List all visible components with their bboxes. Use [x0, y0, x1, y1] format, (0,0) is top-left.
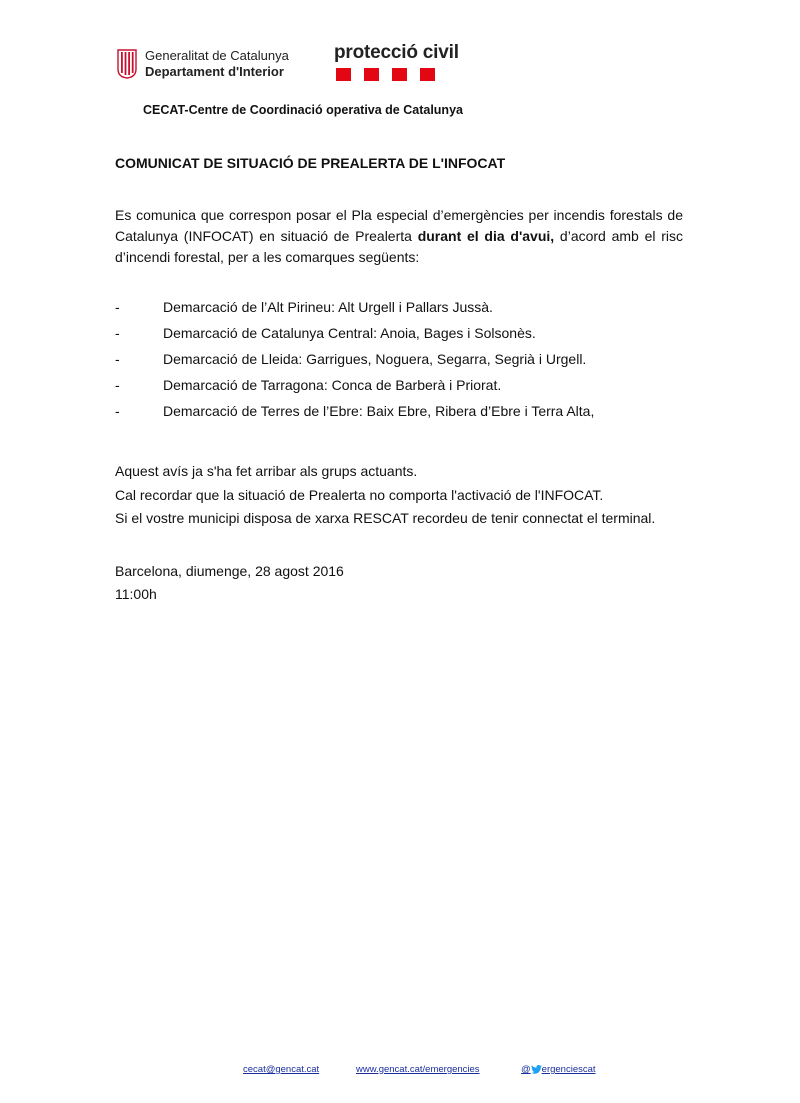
closing-line: Si el vostre municipi disposa de xarxa RESCAT recordeu de tenir connectat el terminal. — [115, 510, 656, 526]
document-title: COMUNICAT DE SITUACIÓ DE PREALERTA DE L'INFOCAT — [115, 155, 506, 171]
intro-text-end: d’acord amb el risc d’incendi forestal, per a les comarques següents: — [115, 228, 683, 265]
list-item: - Demarcació de Catalunya Central: Anoia, Bages i Solsonès. — [115, 323, 594, 349]
closing-line: Aquest avís ja s'ha fet arribar als grups actuants. — [115, 463, 418, 479]
gencat-logo — [117, 48, 289, 80]
twitter-prefix: @ — [521, 1064, 531, 1075]
proteccio-civil-squares — [336, 68, 459, 81]
gencat-name: Generalitat de Catalunya — [145, 48, 289, 63]
intro-bold-text: durant el dia d'avui, — [417, 228, 555, 244]
email-link[interactable]: cecat@gencat.cat — [243, 1064, 320, 1075]
website-link[interactable]: www.gencat.cat/emergencies — [356, 1064, 480, 1075]
intro-text-start: Es comunica que correspon posar el Pla especial d’emergències per incendis forestals de Catalunya (INFOCAT) en situació de Prealerta — [115, 207, 683, 244]
list-item: - Demarcació de Terres de l’Ebre: Baix Ebre, Ribera d’Ebre i Terra Alta, — [115, 401, 594, 427]
proteccio-civil-name: protecció civil — [334, 42, 459, 63]
list-item: - Demarcació de Lleida: Garrigues, Noguera, Segarra, Segrià i Urgell. — [115, 349, 594, 375]
gencat-emblem-icon — [117, 49, 137, 79]
demarcation-text: Demarcació de l’Alt Pirineu: Alt Urgell i Pallars Jussà. — [163, 299, 493, 315]
twitter-handle: ergenciescat — [541, 1064, 596, 1075]
closing-line: Cal recordar que la situació de Prealerta no comporta l'activació de l'INFOCAT. — [115, 486, 604, 503]
department-name: Departament d'Interior — [145, 64, 284, 79]
twitter-bird-icon — [531, 1065, 542, 1074]
closing-notes — [115, 460, 655, 531]
signoff — [115, 560, 344, 606]
demarcation-list — [115, 297, 594, 427]
place-date: Barcelona, diumenge, 28 agost 2016 — [115, 563, 344, 579]
cecat-heading: CECAT-Centre de Coordinació operativa de Catalunya — [143, 103, 463, 117]
proteccio-civil-logo — [334, 42, 459, 81]
demarcation-text: Demarcació de Catalunya Central: Anoia, Bages i Solsonès. — [163, 325, 536, 341]
list-item: - Demarcació de Tarragona: Conca de Barberà i Priorat. — [115, 375, 594, 401]
demarcation-text: Demarcació de Terres de l’Ebre: Baix Ebre, Ribera d’Ebre i Terra Alta, — [163, 403, 595, 419]
intro-paragraph — [115, 205, 683, 268]
list-item: - Demarcació de l’Alt Pirineu: Alt Urgell i Pallars Jussà. — [115, 297, 594, 323]
demarcation-text: Demarcació de Lleida: Garrigues, Noguera, Segarra, Segrià i Urgell. — [163, 351, 587, 367]
issue-time: 11:00h — [115, 586, 157, 602]
twitter-link[interactable] — [521, 1064, 596, 1075]
demarcation-text: Demarcació de Tarragona: Conca de Barberà i Priorat. — [163, 377, 502, 393]
